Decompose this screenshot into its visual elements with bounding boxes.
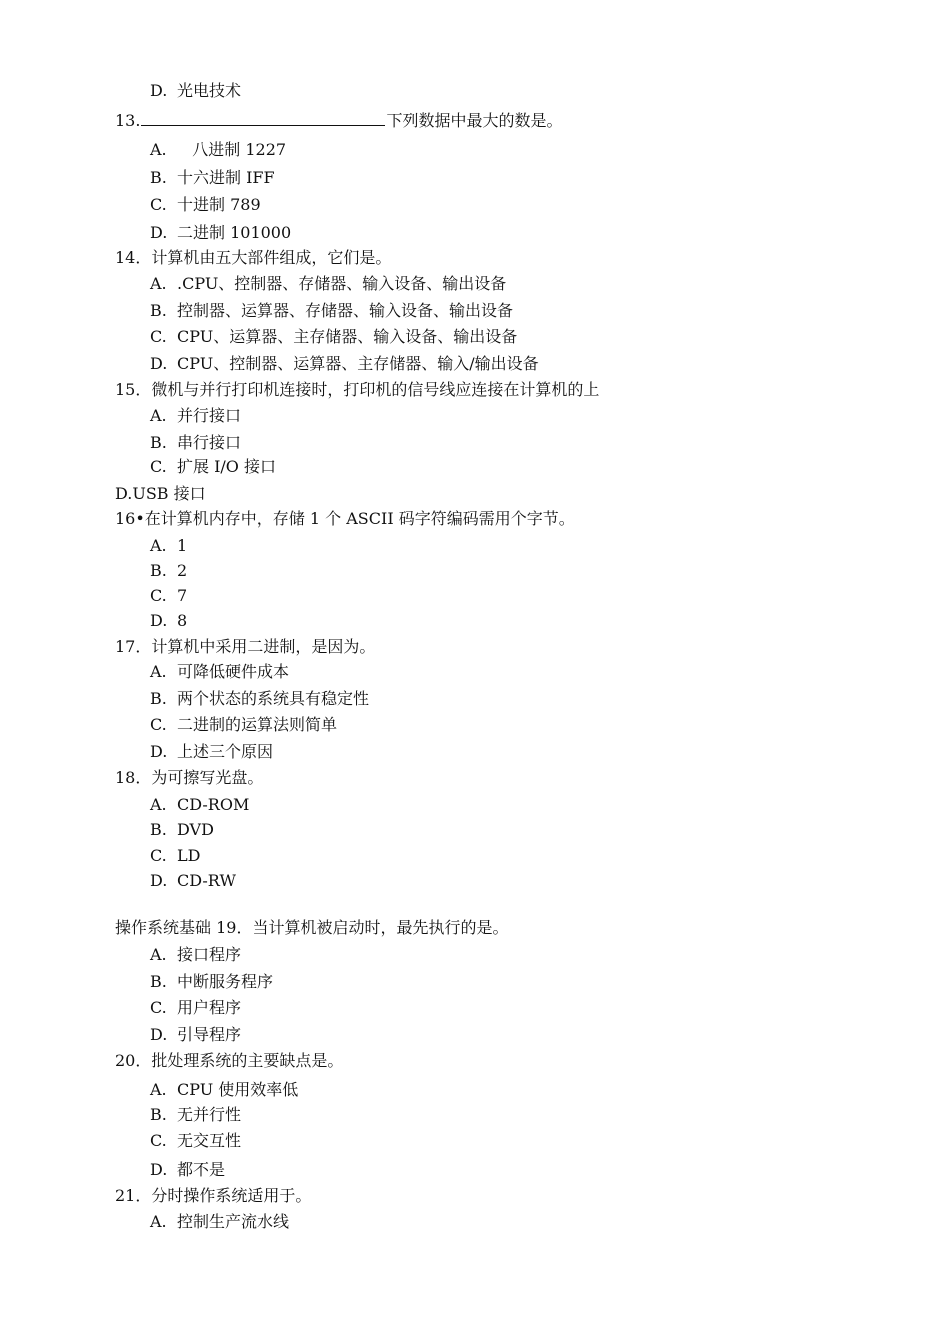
option-text: 二进制的运算法则简单 [177,715,338,734]
option-label: C. [150,195,167,214]
option-text: CD-ROM [177,795,250,814]
answer-option [150,871,236,891]
answer-option [150,846,200,866]
option-label: C. [150,846,167,865]
option-label: A. [150,1212,167,1231]
option-label: D. [150,611,168,630]
option-label: B. [150,1105,167,1124]
option-text: 可降低硬件成本 [177,662,290,681]
option-text: 光电技术 [177,81,242,100]
answer-blank [141,110,385,126]
option-label: A. [150,536,167,555]
option-text: 中断服务程序 [177,972,274,991]
answer-option [150,586,187,606]
option-label: A. [150,140,167,159]
option-label: B. [150,972,167,991]
answer-option [150,223,291,243]
question-line [115,768,263,788]
option-label: D. [150,81,168,100]
question-text: D.USB 接口 [115,484,206,503]
option-text: CPU、运算器、主存储器、输入设备、输出设备 [177,327,518,346]
option-text: 无并行性 [177,1105,242,1124]
option-text: 无交互性 [177,1131,242,1150]
answer-option [150,820,214,840]
question-line [115,1051,343,1071]
answer-option [150,611,187,631]
option-label: C. [150,586,167,605]
option-label: B. [150,689,167,708]
question-line [115,1186,311,1206]
question-line [115,484,206,504]
answer-option [150,561,187,581]
option-text: 串行接口 [177,433,242,452]
question-line [115,380,599,400]
answer-option [150,945,241,965]
option-label: A. [150,945,167,964]
option-label: A. [150,406,167,425]
option-label: C. [150,998,167,1017]
option-label: C. [150,327,167,346]
option-text: DVD [177,820,214,839]
question-text: 16•在计算机内存中，存储 1 个 ASCII 码字符编码需用个字节。 [115,509,575,528]
option-text: LD [177,846,201,865]
answer-option [150,795,249,815]
option-text: 控制生产流水线 [177,1212,290,1231]
option-text: 用户程序 [177,998,242,1017]
option-text: 八进制 1227 [177,140,287,159]
option-text: .CPU、控制器、存储器、输入设备、输出设备 [177,274,507,293]
option-text: CPU 使用效率低 [177,1080,299,1099]
option-text: 二进制 101000 [177,223,292,242]
answer-option [150,972,273,992]
option-label: D. [150,1160,168,1179]
option-label: C. [150,1131,167,1150]
option-text: 十进制 789 [177,195,261,214]
answer-option [150,689,369,709]
option-text: 7 [177,586,188,605]
answer-option [150,1080,298,1100]
question-line [115,637,375,657]
option-text: 控制器、运算器、存储器、输入设备、输出设备 [177,301,514,320]
option-label: B. [150,301,167,320]
question-text: 下列数据中最大的数是。 [386,111,563,130]
answer-option [150,998,241,1018]
question-line [115,110,562,131]
answer-option [150,301,513,321]
option-label: D. [150,354,168,373]
question-text: 17．计算机中采用二进制，是因为。 [115,637,376,656]
answer-option [150,354,539,374]
option-label: A. [150,795,167,814]
option-label: D. [150,871,168,890]
answer-option [150,168,275,188]
answer-option [150,274,506,294]
option-text: CPU、控制器、运算器、主存储器、输入/输出设备 [177,354,539,373]
question-text: 21．分时操作系统适用于。 [115,1186,312,1205]
question-line [115,918,508,938]
option-text: 上述三个原因 [177,742,274,761]
option-label: B. [150,168,167,187]
option-label: B. [150,433,167,452]
option-text: 2 [177,561,188,580]
answer-option [150,662,289,682]
question-number: 13. [115,111,141,130]
option-label: D. [150,1025,168,1044]
question-line [115,248,391,268]
option-label: C. [150,457,167,476]
answer-option [150,327,517,347]
option-text: 8 [177,611,188,630]
answer-option [150,433,241,453]
question-text: 18．为可擦写光盘。 [115,768,264,787]
option-text: 十六进制 IFF [177,168,275,187]
option-text: 接口程序 [177,945,242,964]
answer-option [150,1160,225,1180]
question-line [115,509,575,529]
option-text: 并行接口 [177,406,242,425]
option-label: A. [150,1080,167,1099]
question-text: 14．计算机由五大部件组成，它们是。 [115,248,392,267]
option-label: C. [150,715,167,734]
answer-option [150,140,286,160]
option-text: 都不是 [177,1160,226,1179]
answer-option [150,1025,241,1045]
answer-option [150,1131,241,1151]
answer-option [150,1212,289,1232]
answer-option [150,195,261,215]
option-label: A. [150,662,167,681]
option-text: 扩展 I/O 接口 [177,457,277,476]
option-label: D. [150,742,168,761]
option-label: B. [150,561,167,580]
question-text: 15．微机与并行打印机连接时，打印机的信号线应连接在计算机的上 [115,380,600,399]
answer-option [150,536,187,556]
option-text: 1 [177,536,188,555]
answer-option [150,81,241,101]
answer-option [150,457,276,477]
option-text: 引导程序 [177,1025,242,1044]
option-text: 两个状态的系统具有稳定性 [177,689,370,708]
option-label: B. [150,820,167,839]
question-text: 操作系统基础 19．当计算机被启动时，最先执行的是。 [115,918,509,937]
question-text: 20．批处理系统的主要缺点是。 [115,1051,344,1070]
answer-option [150,715,337,735]
answer-option [150,406,241,426]
answer-option [150,742,273,762]
option-label: D. [150,223,168,242]
option-label: A. [150,274,167,293]
answer-option [150,1105,241,1125]
option-text: CD-RW [177,871,236,890]
